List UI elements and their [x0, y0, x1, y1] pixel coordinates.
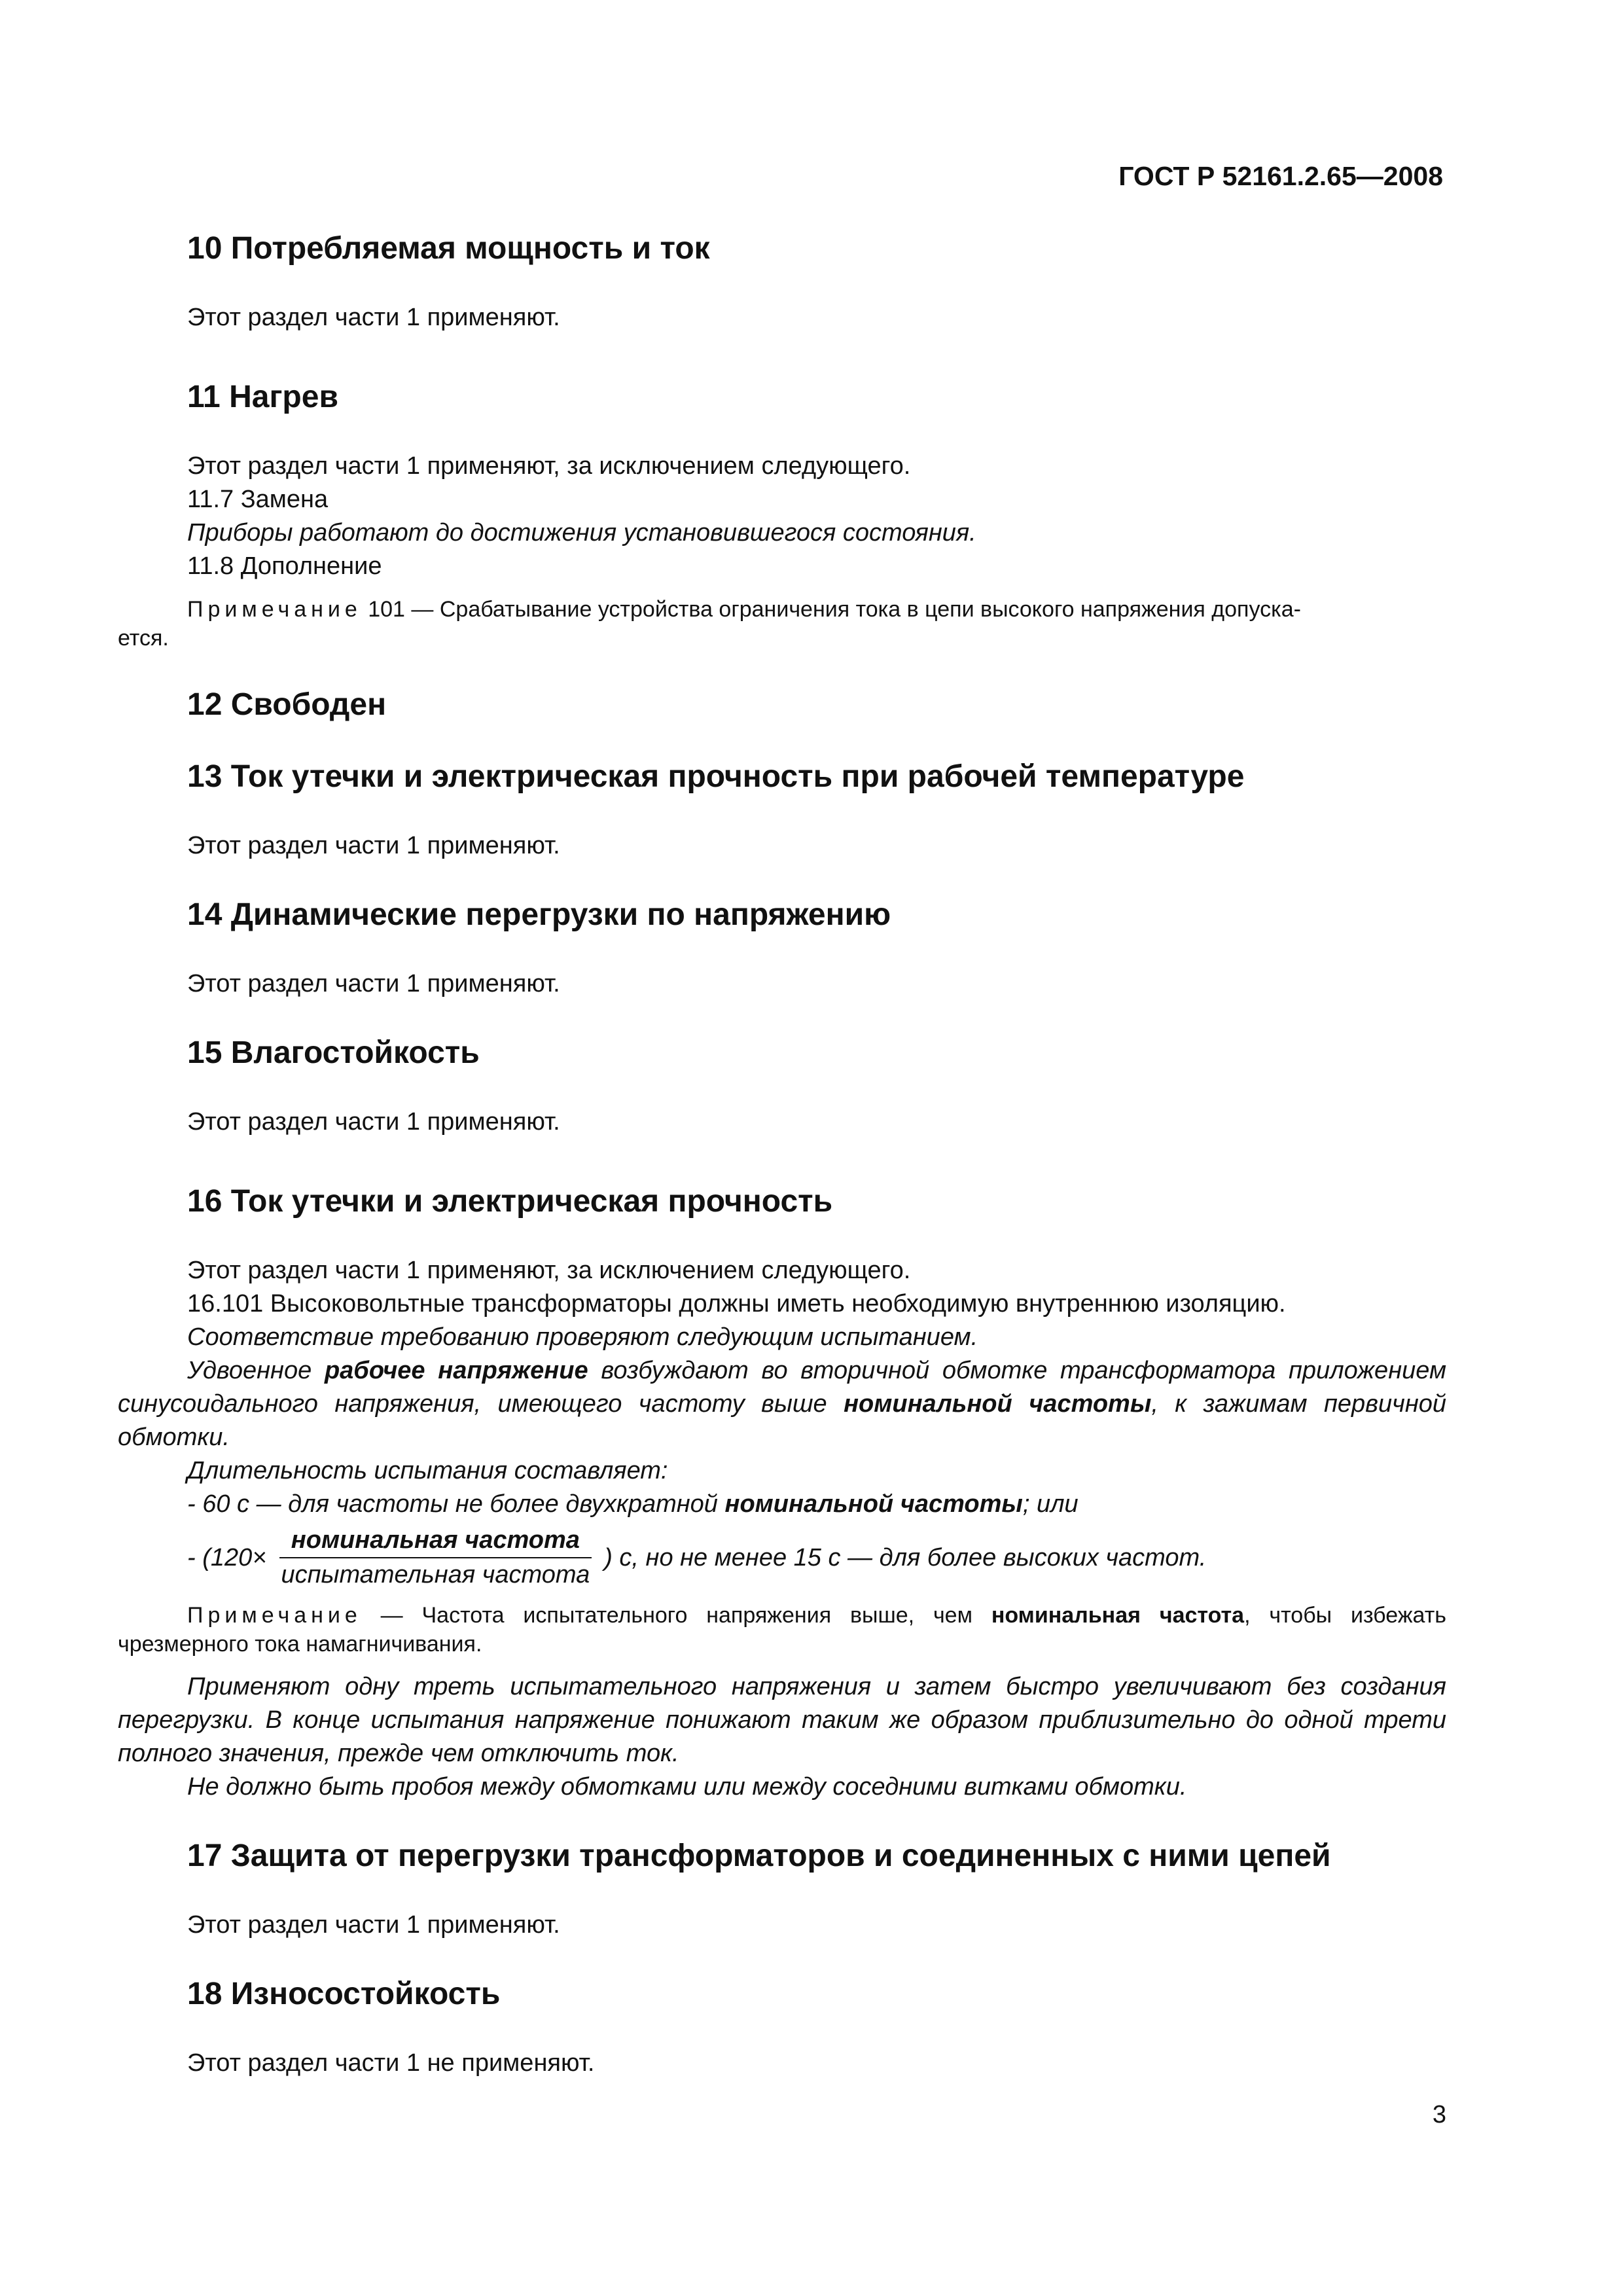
- section-11-title: 11 Нагрев: [187, 380, 338, 414]
- section-11-note: [118, 595, 1446, 624]
- text-part: Удвоенное: [187, 1357, 325, 1384]
- page-content: [118, 229, 1446, 2080]
- note-label: Примечание: [187, 597, 362, 622]
- formula-prefix: - (120×: [187, 1543, 267, 1571]
- section-14-text: Этот раздел части 1 применяют.: [187, 970, 560, 997]
- section-10-text: Этот раздел части 1 применяют.: [187, 304, 560, 331]
- section-14-title: 14 Динамические перегрузки по напряжению: [187, 897, 891, 932]
- section-11-7-text: Приборы работают до достижения установившегося состояния.: [187, 519, 976, 547]
- section-16-procedure: Применяют одну треть испытательного напряжения и затем быстро увеличивают без создания перегрузки. В конце испытания напряжение понижают таким же образом приблизительно до одной трети полного значения, прежде чем отключить ток.: [118, 1673, 1446, 1767]
- section-16-101-text: 16.101 Высоковольтные трансформаторы должны иметь необходимую внутреннюю изоляцию.: [187, 1290, 1286, 1318]
- section-15-title: 15 Влагостойкость: [187, 1035, 480, 1070]
- section-17-text: Этот раздел части 1 применяют.: [187, 1911, 560, 1939]
- section-17-title: 17 Защита от перегрузки трансформаторов и соединенных с ними цепей: [187, 1839, 1331, 1873]
- text-part: , к зажимам первичной обмотки.: [118, 1390, 1446, 1451]
- fraction-denominator: испытательная частота: [281, 1561, 590, 1588]
- text-part: — Частота испытательного напряжения выше, чем: [361, 1603, 991, 1628]
- section-10-title: 10 Потребляемая мощность и ток: [187, 231, 710, 266]
- term-rated-frequency: номинальной частоты: [844, 1390, 1152, 1418]
- section-13-title: 13 Ток утечки и электрическая прочность при рабочей температуре: [187, 759, 1245, 794]
- section-16-text: Этот раздел части 1 применяют, за исключением следующего.: [187, 1257, 911, 1284]
- fraction-numerator: номинальная частота: [279, 1526, 592, 1558]
- section-11-note-cont: ется.: [118, 626, 169, 651]
- term-rated-frequency: номинальной частоты: [724, 1490, 1023, 1518]
- document-code: ГОСТ Р 52161.2.65—2008: [1118, 161, 1443, 191]
- section-16-title: 16 Ток утечки и электрическая прочность: [187, 1184, 833, 1219]
- section-13-text: Этот раздел части 1 применяют.: [187, 832, 560, 859]
- page-number: 3: [1432, 2101, 1446, 2128]
- term-working-voltage: рабочее напряжение: [324, 1357, 588, 1384]
- section-15-text: Этот раздел части 1 применяют.: [187, 1108, 560, 1136]
- note-label: Примечание: [187, 1603, 362, 1628]
- section-18-text: Этот раздел части 1 не применяют.: [187, 2049, 595, 2077]
- section-16-note: [118, 1601, 1446, 1659]
- section-11-8-heading: 11.8 Дополнение: [187, 552, 382, 580]
- text-part: ; или: [1022, 1490, 1079, 1518]
- list-item-1: [118, 1488, 1446, 1521]
- section-18-title: 18 Износостойкость: [187, 1977, 501, 2011]
- text-part: возбуждают во вторичной обмотке трансформатора приложением синусоидального напряжения, имеющего частоту выше: [118, 1357, 1446, 1418]
- section-16-duration: Длительность испытания составляет:: [187, 1457, 668, 1484]
- section-16-compliance: Соответствие требованию проверяют следующим испытанием.: [187, 1323, 978, 1351]
- section-16-requirement: Не должно быть пробоя между обмотками или между соседними витками обмотки.: [187, 1773, 1187, 1801]
- text-part: , чтобы избежать чрезмерного тока намагничивания.: [118, 1603, 1446, 1657]
- fraction: [269, 1526, 601, 1589]
- term-rated-frequency: номинальная частота: [991, 1603, 1245, 1628]
- section-11-text: Этот раздел части 1 применяют, за исключением следующего.: [187, 452, 911, 480]
- formula-suffix: ) с, но не менее 15 с — для более высоких частот.: [604, 1543, 1207, 1571]
- section-12-title: 12 Свободен: [187, 687, 387, 722]
- section-16-test-text: [118, 1354, 1446, 1454]
- section-11-7-heading: 11.7 Замена: [187, 486, 329, 513]
- text-part: - 60 с — для частоты не более двухкратной: [187, 1490, 725, 1518]
- note-text: 101 — Срабатывание устройства ограничения тока в цепи высокого напряжения допуска-: [361, 597, 1301, 622]
- list-item-2-formula: [118, 1526, 1446, 1589]
